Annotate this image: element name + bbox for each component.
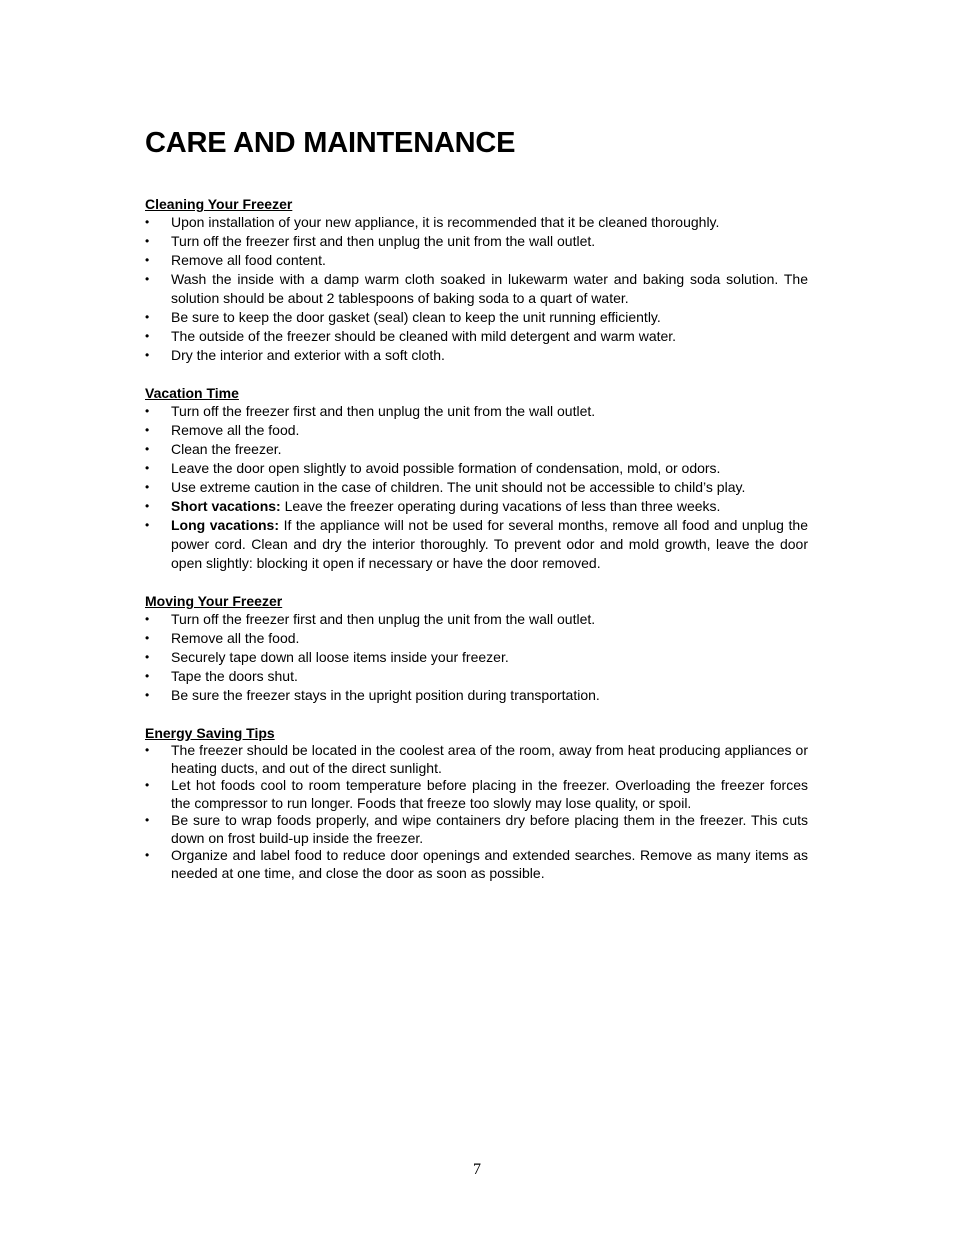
bullet-icon: • <box>145 234 150 248</box>
item-text: Tape the doors shut. <box>171 668 298 684</box>
list-item <box>145 327 808 346</box>
list-item <box>145 213 808 232</box>
bullet-icon: • <box>145 813 150 827</box>
bullet-icon: • <box>145 272 150 286</box>
bullet-list <box>145 213 808 365</box>
section-energy-saving-tips <box>145 725 808 882</box>
list-item <box>145 742 808 777</box>
list-item <box>145 610 808 629</box>
list-item <box>145 812 808 847</box>
list-item <box>145 629 808 648</box>
list-item <box>145 402 808 421</box>
item-text: Be sure to keep the door gasket (seal) clean to keep the unit running efficiently. <box>171 309 661 325</box>
list-item <box>145 270 808 308</box>
item-lead: Short vacations: <box>171 498 281 514</box>
item-text: Turn off the freezer first and then unplug the unit from the wall outlet. <box>171 403 596 419</box>
list-item <box>145 251 808 270</box>
section-heading: Moving Your Freezer <box>145 593 283 609</box>
item-text: The freezer should be located in the coolest area of the room, away from heat producing appliances or heating ducts, and out of the direct sunlight. <box>171 742 808 776</box>
item-text: Leave the door open slightly to avoid possible formation of condensation, mold, or odors. <box>171 460 721 476</box>
bullet-icon: • <box>145 461 150 475</box>
section-heading: Vacation Time <box>145 385 239 401</box>
bullet-list <box>145 610 808 705</box>
item-text: Remove all the food. <box>171 422 300 438</box>
section-vacation-time <box>145 385 808 573</box>
item-text: Securely tape down all loose items inside your freezer. <box>171 649 509 665</box>
bullet-icon: • <box>145 480 150 494</box>
item-text: Turn off the freezer first and then unplug the unit from the wall outlet. <box>171 233 596 249</box>
section-cleaning-your-freezer <box>145 196 808 365</box>
list-item <box>145 777 808 812</box>
bullet-list <box>145 742 808 882</box>
page-title: CARE AND MAINTENANCE <box>145 127 516 159</box>
list-item <box>145 421 808 440</box>
bullet-icon: • <box>145 848 150 862</box>
item-text: Let hot foods cool to room temperature before placing in the freezer. Overloading the freezer forces the compressor to run longer. Foods that freeze too slowly may lose quality, or spoil. <box>171 777 808 811</box>
section-spacer <box>145 573 808 593</box>
item-text: Dry the interior and exterior with a soft cloth. <box>171 347 445 363</box>
list-item <box>145 308 808 327</box>
list-item <box>145 478 808 497</box>
list-item <box>145 459 808 478</box>
item-text: The outside of the freezer should be cleaned with mild detergent and warm water. <box>171 328 677 344</box>
bullet-icon: • <box>145 253 150 267</box>
section-heading: Cleaning Your Freezer <box>145 196 293 212</box>
bullet-icon: • <box>145 631 150 645</box>
bullet-icon: • <box>145 669 150 683</box>
item-text: Be sure to wrap foods properly, and wipe containers dry before placing them in the freezer. This cuts down on frost build-up inside the freezer. <box>171 812 808 846</box>
list-item <box>145 648 808 667</box>
bullet-icon: • <box>145 215 150 229</box>
list-item <box>145 232 808 251</box>
item-text: Use extreme caution in the case of children. The unit should not be accessible to child’s play. <box>171 479 746 495</box>
section-spacer <box>145 705 808 725</box>
item-text: If the appliance will not be used for several months, remove all food and unplug the power cord. Clean and dry the interior thoroughly. To prevent odor and mold growth, leave the door open slightly: blocking it open if necessary or have the door removed. <box>171 517 808 571</box>
bullet-icon: • <box>145 423 150 437</box>
bullet-icon: • <box>145 743 150 757</box>
item-text: Wash the inside with a damp warm cloth soaked in lukewarm water and baking soda solution. The solution should be about 2 tablespoons of baking soda to a quart of water. <box>171 271 808 306</box>
bullet-icon: • <box>145 518 150 532</box>
list-item <box>145 440 808 459</box>
item-text: Organize and label food to reduce door openings and extended searches. Remove as many items as needed at one time, and close the door as soon as possible. <box>171 847 808 881</box>
bullet-icon: • <box>145 778 150 792</box>
item-text: Be sure the freezer stays in the upright position during transportation. <box>171 687 600 703</box>
bullet-list <box>145 402 808 573</box>
section-heading: Energy Saving Tips <box>145 725 275 741</box>
item-text: Leave the freezer operating during vacations of less than three weeks. <box>280 498 721 514</box>
section-spacer <box>145 365 808 385</box>
bullet-icon: • <box>145 499 150 513</box>
item-text: Remove all the food. <box>171 630 300 646</box>
bullet-icon: • <box>145 348 150 362</box>
list-item <box>145 686 808 705</box>
item-text: Upon installation of your new appliance, it is recommended that it be cleaned thoroughly. <box>171 214 720 230</box>
bullet-icon: • <box>145 612 150 626</box>
list-item <box>145 346 808 365</box>
list-item <box>145 667 808 686</box>
document-body <box>145 196 808 882</box>
item-text: Turn off the freezer first and then unplug the unit from the wall outlet. <box>171 611 596 627</box>
list-item <box>145 516 808 573</box>
item-text: Remove all food content. <box>171 252 326 268</box>
page-number: 7 <box>473 1161 481 1178</box>
bullet-icon: • <box>145 650 150 664</box>
bullet-icon: • <box>145 310 150 324</box>
item-lead: Long vacations: <box>171 517 280 533</box>
bullet-icon: • <box>145 404 150 418</box>
section-moving-your-freezer <box>145 593 808 705</box>
bullet-icon: • <box>145 442 150 456</box>
bullet-icon: • <box>145 329 150 343</box>
bullet-icon: • <box>145 688 150 702</box>
list-item <box>145 847 808 882</box>
list-item <box>145 497 808 516</box>
item-text: Clean the freezer. <box>171 441 282 457</box>
